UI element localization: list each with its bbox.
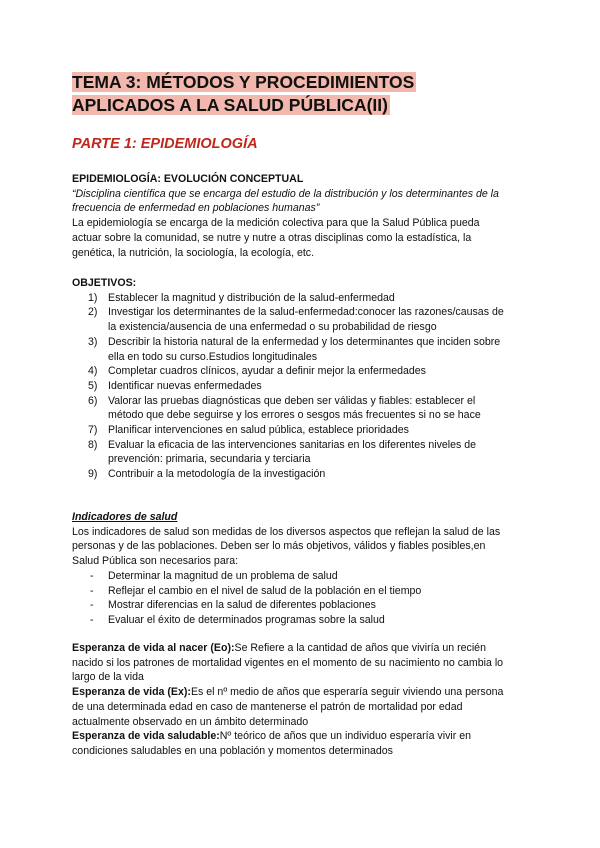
paragraph-line: Salud Pública son necesarios para: [72,555,239,568]
indicadores-section [72,510,532,628]
list-item [72,335,532,364]
definition-line: condiciones saludables en una población y momentos determinados [72,744,393,757]
list-item-text: método que debe seguirse y los errores o sesgos más frecuentes si no se hace [108,409,481,422]
definition-term: Esperanza de vida saludable: [72,730,220,743]
definition-term: Esperanza de vida (Ex): [72,686,191,699]
definition-text: Se Refiere a la cantidad de años que viviría un recién [234,642,486,654]
list-dash: - [90,599,94,612]
section-heading-parte-1: PARTE 1: EPIDEMIOLOGÍA [72,136,258,152]
definition-text: Nº teórico de años que un individuo esperaría vivir en [219,730,471,743]
list-item-text: Evaluar la eficacia de las intervenciones sanitarias en los diferentes niveles de [108,438,477,451]
paragraph-line: genética, la nutrición, la sociología, la ecología, etc. [72,246,315,259]
list-number: 8) [88,438,98,451]
list-item-text: Planificar intervenciones en salud pública, establece prioridades [108,424,409,437]
list-number: 1) [88,291,98,304]
list-item-text: ella en todo su curso.Estudios longitudinales [108,350,318,363]
definiciones-section [72,641,532,759]
definition-text: Es el nº medio de años que esperaría seguir viviendo una persona [190,686,504,699]
list-item [72,364,532,379]
definition-line: de una determinada edad en caso de mantenerse el patrón de mortalidad por edad [72,700,463,713]
evolucion-section [72,172,532,260]
list-item-text: Establecer la magnitud y distribución de la salud-enfermedad [108,291,395,304]
title-line-1: TEMA 3: MÉTODOS Y PROCEDIMIENTOS [72,72,415,92]
list-item-text: la existencia/ausencia de una enfermedad o su probabilidad de riesgo [108,321,437,334]
list-dash: - [90,569,94,582]
list-item [72,379,532,394]
list-item-text: Describir la historia natural de la enfermedad y los determinantes que inciden sobre [108,335,501,348]
list-item-text: prevención: primaria, secundaria y terciaria [108,453,311,466]
definition-line: nacido si los patrones de mortalidad vigentes en el momento de su nacimiento no cambia lo [72,656,504,669]
evolucion-heading: EPIDEMIOLOGÍA: EVOLUCIÓN CONCEPTUAL [72,173,304,185]
list-item [72,613,532,628]
list-number: 5) [88,379,98,392]
list-item [72,569,532,584]
list-item-text: Completar cuadros clínicos, ayudar a definir mejor la enfermedades [108,365,426,378]
list-item-text: Valorar las pruebas diagnósticas que deben ser válidas y fiables: establecer el [108,394,476,407]
list-item-text: Determinar la magnitud de un problema de salud [108,569,338,582]
list-number: 7) [88,424,98,437]
list-item [72,305,532,334]
indicadores-list [72,569,532,628]
definition-quote-line: frecuencia de enfermedad en poblaciones humanas” [72,202,320,215]
indicadores-heading: Indicadores de salud [72,511,178,523]
list-item [72,598,532,613]
list-item-text: Mostrar diferencias en la salud de diferentes poblaciones [108,599,376,612]
list-item-text: Investigar los determinantes de la salud-enfermedad:conocer las razones/causas de [108,306,504,319]
list-number: 9) [88,468,98,481]
list-item [72,291,532,306]
objetivos-heading: OBJETIVOS: [72,277,137,289]
paragraph-line: actuar sobre la comunidad, se nutre y nutre a otras disciplinas como la estadística, la [72,231,472,244]
list-item-text: Identificar nuevas enfermedades [108,379,262,392]
list-number: 4) [88,365,98,378]
title-line-2: APLICADOS A LA SALUD PÚBLICA(II) [72,95,388,115]
list-dash: - [90,613,94,626]
paragraph-line: personas y de las poblaciones. Deben ser lo más objetivos, válidos y fiables posibles,en [72,540,486,553]
list-dash: - [90,584,94,597]
list-item [72,423,532,438]
list-number: 6) [88,394,98,407]
list-item-text: Reflejar el cambio en el nivel de salud de la población en el tiempo [108,584,422,597]
list-item [72,394,532,423]
list-item [72,438,532,467]
definition-line [72,729,532,744]
list-item-text: Contribuir a la metodología de la investigación [108,468,326,481]
paragraph-line: Los indicadores de salud son medidas de los diversos aspectos que reflejan la salud de las [72,525,501,538]
definition-line: actualmente observado en un ámbito determinado [72,715,309,728]
objetivos-section [72,276,532,482]
list-number: 2) [88,306,98,319]
list-item [72,467,532,482]
paragraph-line: La epidemiología se encarga de la medición colectiva para que la Salud Pública pueda [72,217,480,230]
list-number: 3) [88,335,98,348]
list-item-text: Evaluar el éxito de determinados programas sobre la salud [108,613,385,626]
document-title [72,71,416,117]
definition-term: Esperanza de vida al nacer (Eo): [72,642,235,654]
definition-line [72,641,532,656]
list-item [72,584,532,599]
definition-line [72,685,532,700]
definition-quote-line: “Disciplina científica que se encarga del estudio de la distribución y los determinantes de la [72,187,499,200]
objetivos-list [72,291,532,482]
definition-line: largo de la vida [72,671,144,684]
